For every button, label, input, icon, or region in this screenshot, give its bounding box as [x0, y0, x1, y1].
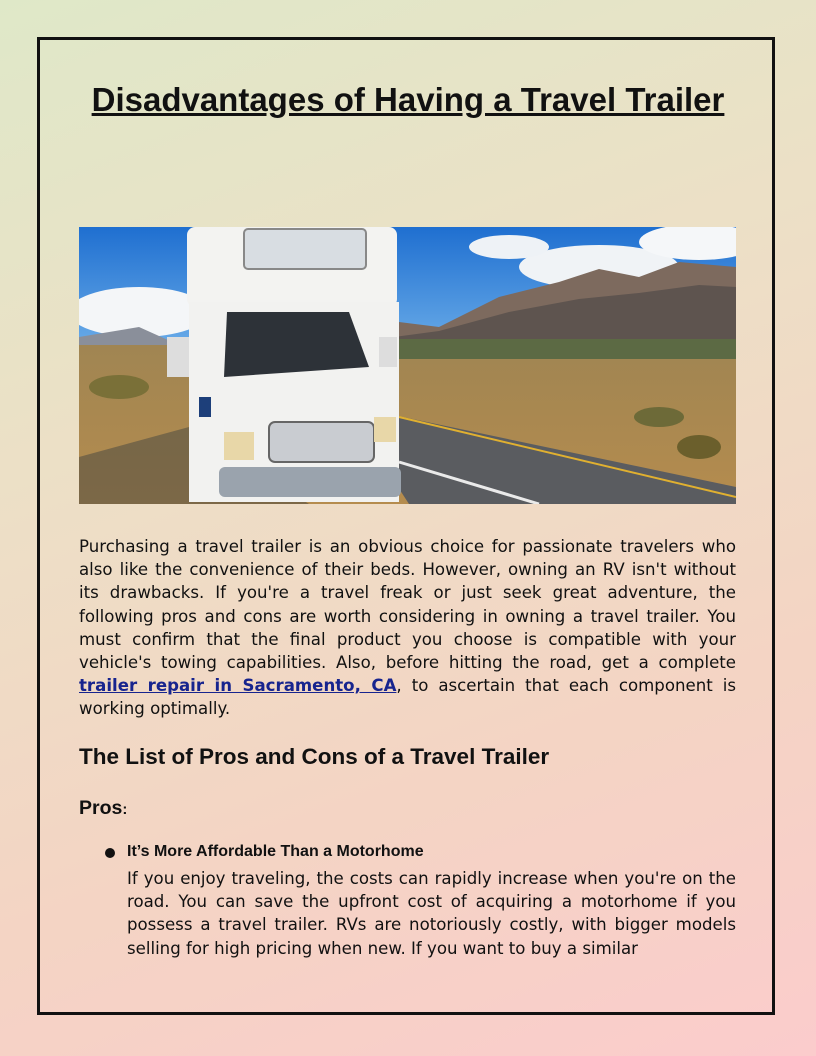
rv-photo — [79, 227, 736, 504]
bullet-icon — [105, 848, 115, 858]
pros-item-title: It’s More Affordable Than a Motorhome — [127, 843, 424, 860]
pros-item-body: If you enjoy traveling, the costs can rapidly increase when you're on the road. You can save the upfront cost of acquiring a motorhome if you possess a travel trailer. RVs are notoriously costly, with bigger models selling for high pricing when new. If you want to buy a similar — [127, 869, 736, 958]
trailer-repair-link[interactable]: trailer repair in Sacramento, CA — [79, 676, 397, 696]
section-heading: The List of Pros and Cons of a Travel Trailer — [79, 744, 550, 769]
page-title: Disadvantages of Having a Travel Trailer — [91, 81, 725, 118]
intro-paragraph: Purchasing a travel trailer is an obvious choice for passionate travelers who also like the convenience of their beds. However, owning an RV isn't without its drawbacks. If you're a travel freak or just seek great adventure, the following pros and cons are worth considering in owning a travel trailer. You must confirm that the final product you choose is compatible with your vehicle's towing capabilities. Also, before hitting the road, get a complete trailer repair in Sacramento, CA, to ascertain that each component is working optimally. — [79, 537, 736, 719]
pros-heading: Pros: — [79, 797, 128, 819]
